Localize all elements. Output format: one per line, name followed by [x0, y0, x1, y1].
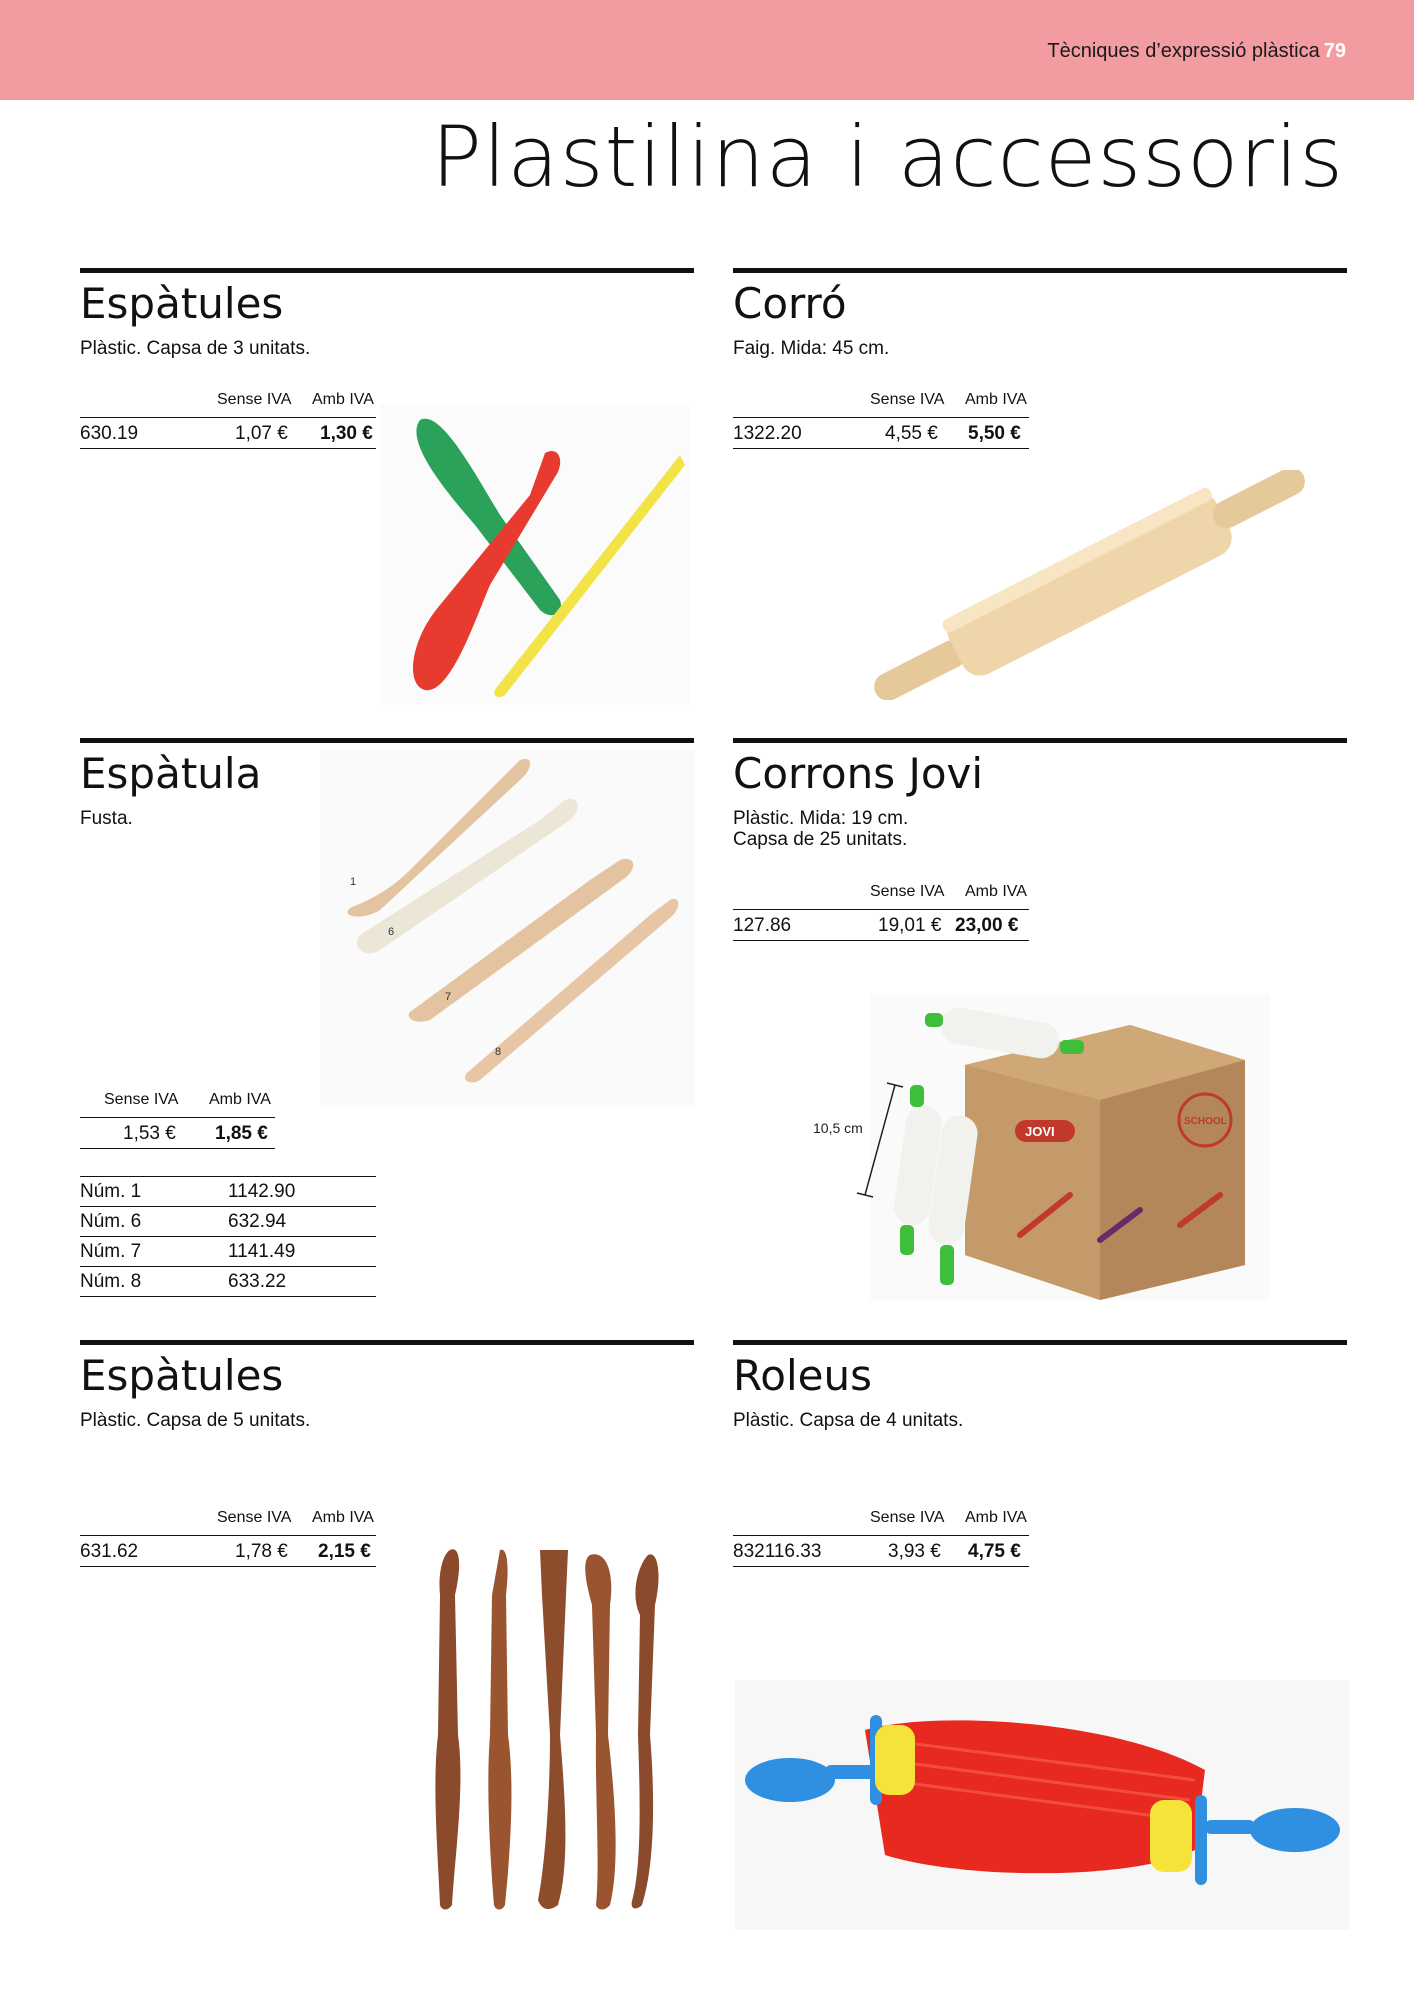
price-amb: 1,85 €	[215, 1123, 268, 1144]
product-desc-line2: Capsa de 25 unitats.	[733, 829, 908, 850]
price-sense: 1,07 €	[235, 423, 288, 444]
price-amb: 5,50 €	[968, 423, 1021, 444]
product-corrons-jovi	[733, 738, 1347, 850]
col-sense-iva: Sense IVA	[870, 883, 945, 900]
roleus-image	[735, 1680, 1350, 1930]
product-title: Roleus	[733, 1351, 873, 1400]
section-rule	[733, 1340, 1347, 1345]
price-row	[80, 1535, 376, 1567]
variant-label: Núm. 6	[80, 1211, 142, 1232]
price-table	[733, 883, 1029, 941]
product-title: Espàtules	[80, 1351, 284, 1400]
spatula-label-8: 8	[495, 1046, 502, 1058]
product-title: Espàtules	[80, 279, 284, 328]
product-espatules-3	[80, 268, 694, 359]
spatula-label-6: 6	[388, 926, 395, 938]
rolling-pin-image	[830, 470, 1350, 700]
product-title: Espàtula	[80, 749, 262, 798]
variant-ref: 1142.90	[228, 1181, 296, 1202]
col-amb-iva: Amb IVA	[209, 1091, 271, 1108]
product-desc-line1: Plàstic. Mida: 19 cm.	[733, 808, 909, 829]
price-row	[733, 1535, 1029, 1567]
section-rule	[733, 268, 1347, 273]
product-ref: 1322.20	[733, 423, 802, 444]
variant-ref: 633.22	[228, 1271, 287, 1292]
col-amb-iva: Amb IVA	[312, 1509, 374, 1526]
price-table	[733, 391, 1029, 449]
product-desc: Plàstic. Capsa de 3 unitats.	[80, 338, 311, 359]
header-section	[1047, 40, 1346, 63]
product-desc: Faig. Mida: 45 cm.	[733, 338, 890, 359]
spatula-label-7: 7	[445, 991, 452, 1003]
product-ref: 630.19	[80, 423, 139, 444]
price-sense: 1,53 €	[123, 1123, 176, 1144]
col-amb-iva: Amb IVA	[965, 883, 1027, 900]
box-brand: JOVI	[1025, 1124, 1055, 1139]
variant-table	[80, 1176, 376, 1297]
product-title: Corrons Jovi	[733, 749, 984, 798]
price-header	[80, 1091, 275, 1111]
price-header	[733, 883, 1029, 903]
col-sense-iva: Sense IVA	[870, 391, 945, 408]
col-sense-iva: Sense IVA	[104, 1091, 179, 1108]
product-desc: Plàstic. Capsa de 4 unitats.	[733, 1410, 964, 1431]
variant-label: Núm. 7	[80, 1241, 142, 1262]
price-row	[80, 1117, 275, 1149]
header-section-label: Tècniques d’expressió plàstica	[1047, 40, 1320, 62]
variant-ref: 632.94	[228, 1211, 287, 1232]
section-rule	[80, 1340, 694, 1345]
page-title: Plastilina i accessoris	[431, 108, 1344, 206]
price-sense: 19,01 €	[878, 915, 942, 936]
product-desc: Plàstic. Capsa de 5 unitats.	[80, 1410, 311, 1431]
product-ref: 631.62	[80, 1541, 139, 1562]
price-header	[80, 391, 376, 411]
box-badge: SCHOOL	[1184, 1116, 1227, 1127]
price-table	[80, 1091, 275, 1149]
plastic-spatulas-image	[380, 405, 690, 705]
header-bar	[0, 0, 1414, 100]
price-table	[80, 391, 376, 449]
jovi-rollers-box-image	[800, 995, 1275, 1300]
wooden-spatulas-image	[320, 750, 695, 1105]
price-amb: 2,15 €	[318, 1541, 371, 1562]
price-sense: 4,55 €	[885, 423, 938, 444]
spatula-label-1: 1	[350, 876, 357, 888]
col-sense-iva: Sense IVA	[217, 391, 292, 408]
product-espatules-5	[80, 1340, 694, 1431]
price-row	[80, 417, 376, 449]
price-amb: 4,75 €	[968, 1541, 1021, 1562]
price-header	[733, 391, 1029, 411]
price-header	[80, 1509, 376, 1529]
variant-label: Núm. 1	[80, 1181, 142, 1202]
variant-row	[80, 1207, 376, 1237]
col-amb-iva: Amb IVA	[965, 391, 1027, 408]
col-amb-iva: Amb IVA	[965, 1509, 1027, 1526]
price-row	[733, 909, 1029, 941]
price-sense: 1,78 €	[235, 1541, 288, 1562]
price-amb: 1,30 €	[320, 423, 373, 444]
section-rule	[80, 738, 694, 743]
product-ref: 127.86	[733, 915, 792, 936]
price-sense: 3,93 €	[888, 1541, 941, 1562]
price-table	[733, 1509, 1029, 1567]
variant-row	[80, 1267, 376, 1297]
section-rule	[80, 268, 694, 273]
price-header	[733, 1509, 1029, 1529]
dimension-label: 10,5 cm	[813, 1120, 863, 1136]
page-number: 79	[1323, 40, 1346, 62]
variant-row	[80, 1177, 376, 1207]
product-desc: Fusta.	[80, 808, 133, 829]
price-table	[80, 1509, 376, 1567]
variant-ref: 1141.49	[228, 1241, 296, 1262]
col-sense-iva: Sense IVA	[217, 1509, 292, 1526]
variant-label: Núm. 8	[80, 1271, 142, 1292]
modelling-tools-image	[410, 1535, 680, 1915]
variant-row	[80, 1237, 376, 1267]
product-desc	[733, 808, 1347, 850]
product-ref: 832116.33	[733, 1541, 822, 1562]
col-amb-iva: Amb IVA	[312, 391, 374, 408]
product-corro	[733, 268, 1347, 359]
price-amb: 23,00 €	[955, 915, 1019, 936]
product-roleus	[733, 1340, 1347, 1431]
price-row	[733, 417, 1029, 449]
product-title: Corró	[733, 279, 847, 328]
section-rule	[733, 738, 1347, 743]
col-sense-iva: Sense IVA	[870, 1509, 945, 1526]
